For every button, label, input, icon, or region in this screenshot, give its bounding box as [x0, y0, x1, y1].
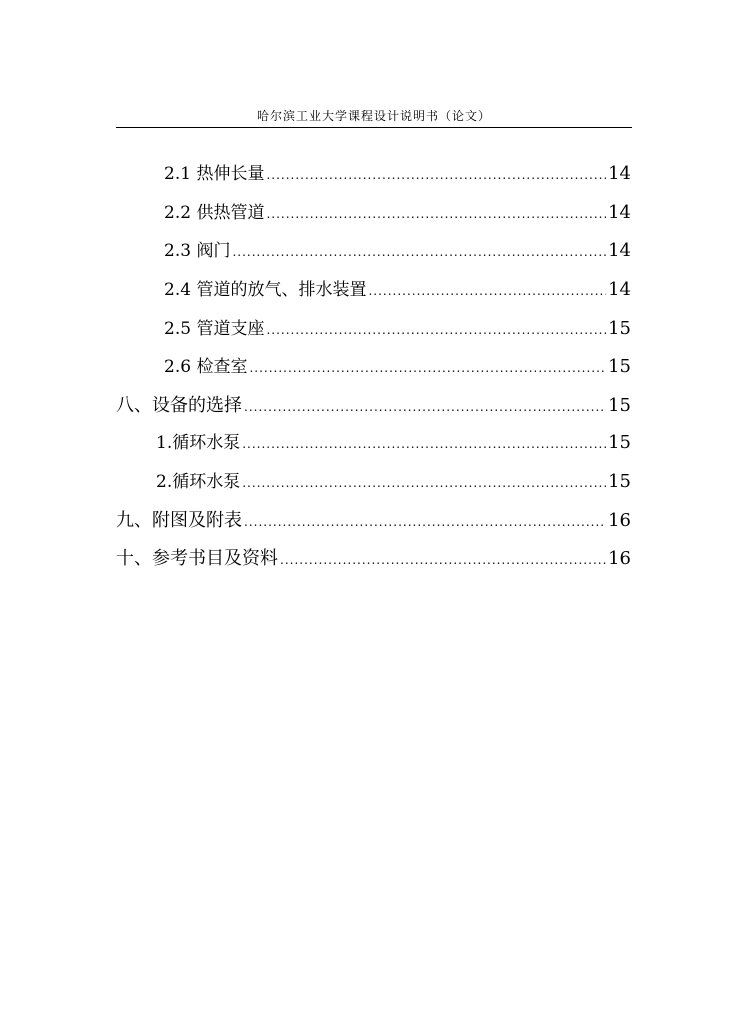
toc-entry-title: 2.循环水泵: [156, 472, 241, 492]
toc-entry-page: 15: [608, 318, 631, 339]
toc-entry[interactable]: [156, 467, 631, 497]
toc-entry-page: 15: [608, 471, 631, 492]
toc-entry[interactable]: [156, 428, 631, 458]
toc-entry[interactable]: [116, 506, 631, 536]
toc-entry[interactable]: [116, 544, 631, 574]
toc-entry[interactable]: [164, 198, 631, 228]
toc-entry-title: 2.3 阀门: [164, 241, 231, 261]
toc-entry[interactable]: [164, 352, 631, 382]
toc-entry-page: 14: [608, 240, 631, 261]
toc-entry-title: 十、参考书目及资料: [116, 548, 278, 569]
toc-entry-title: 九、附图及附表: [116, 510, 242, 531]
toc-dot-leader: [244, 515, 606, 529]
toc-entry-page: 16: [608, 548, 631, 569]
toc-entry-page: 16: [608, 510, 631, 531]
toc-dot-leader: [232, 245, 606, 259]
toc-entry-title: 2.1 热伸长量: [164, 164, 265, 184]
toc-dot-leader: [368, 284, 606, 298]
page-header: 哈尔滨工业大学课程设计说明书（论文）: [256, 109, 491, 123]
toc-entry-page: 15: [608, 432, 631, 453]
toc-dot-leader: [249, 361, 606, 375]
toc-dot-leader: [244, 400, 606, 414]
toc-entry-title: 2.4 管道的放气、排水装置: [164, 280, 367, 300]
toc-entry-title: 1.循环水泵: [156, 433, 241, 453]
toc-entry[interactable]: [164, 236, 631, 266]
toc-dot-leader: [242, 437, 606, 451]
toc-entry-page: 14: [608, 279, 631, 300]
toc-entry[interactable]: [164, 314, 631, 344]
toc-dot-leader: [242, 476, 606, 490]
toc-entry-title: 八、设备的选择: [116, 395, 242, 416]
toc-entry[interactable]: [164, 275, 631, 305]
toc-dot-leader: [266, 207, 606, 221]
toc-entry[interactable]: [164, 159, 631, 189]
toc-entry-page: 14: [608, 163, 631, 184]
header-rule: [116, 127, 632, 128]
toc-entry-page: 14: [608, 202, 631, 223]
toc-dot-leader: [266, 323, 606, 337]
toc-entry-title: 2.2 供热管道: [164, 203, 265, 223]
toc-entry-title: 2.5 管道支座: [164, 319, 265, 339]
toc-dot-leader: [266, 168, 606, 182]
toc-dot-leader: [280, 553, 606, 567]
toc-entry[interactable]: [116, 391, 631, 421]
toc-entry-page: 15: [608, 395, 631, 416]
toc-entry-page: 15: [608, 356, 631, 377]
toc-entry-title: 2.6 检查室: [164, 357, 248, 377]
